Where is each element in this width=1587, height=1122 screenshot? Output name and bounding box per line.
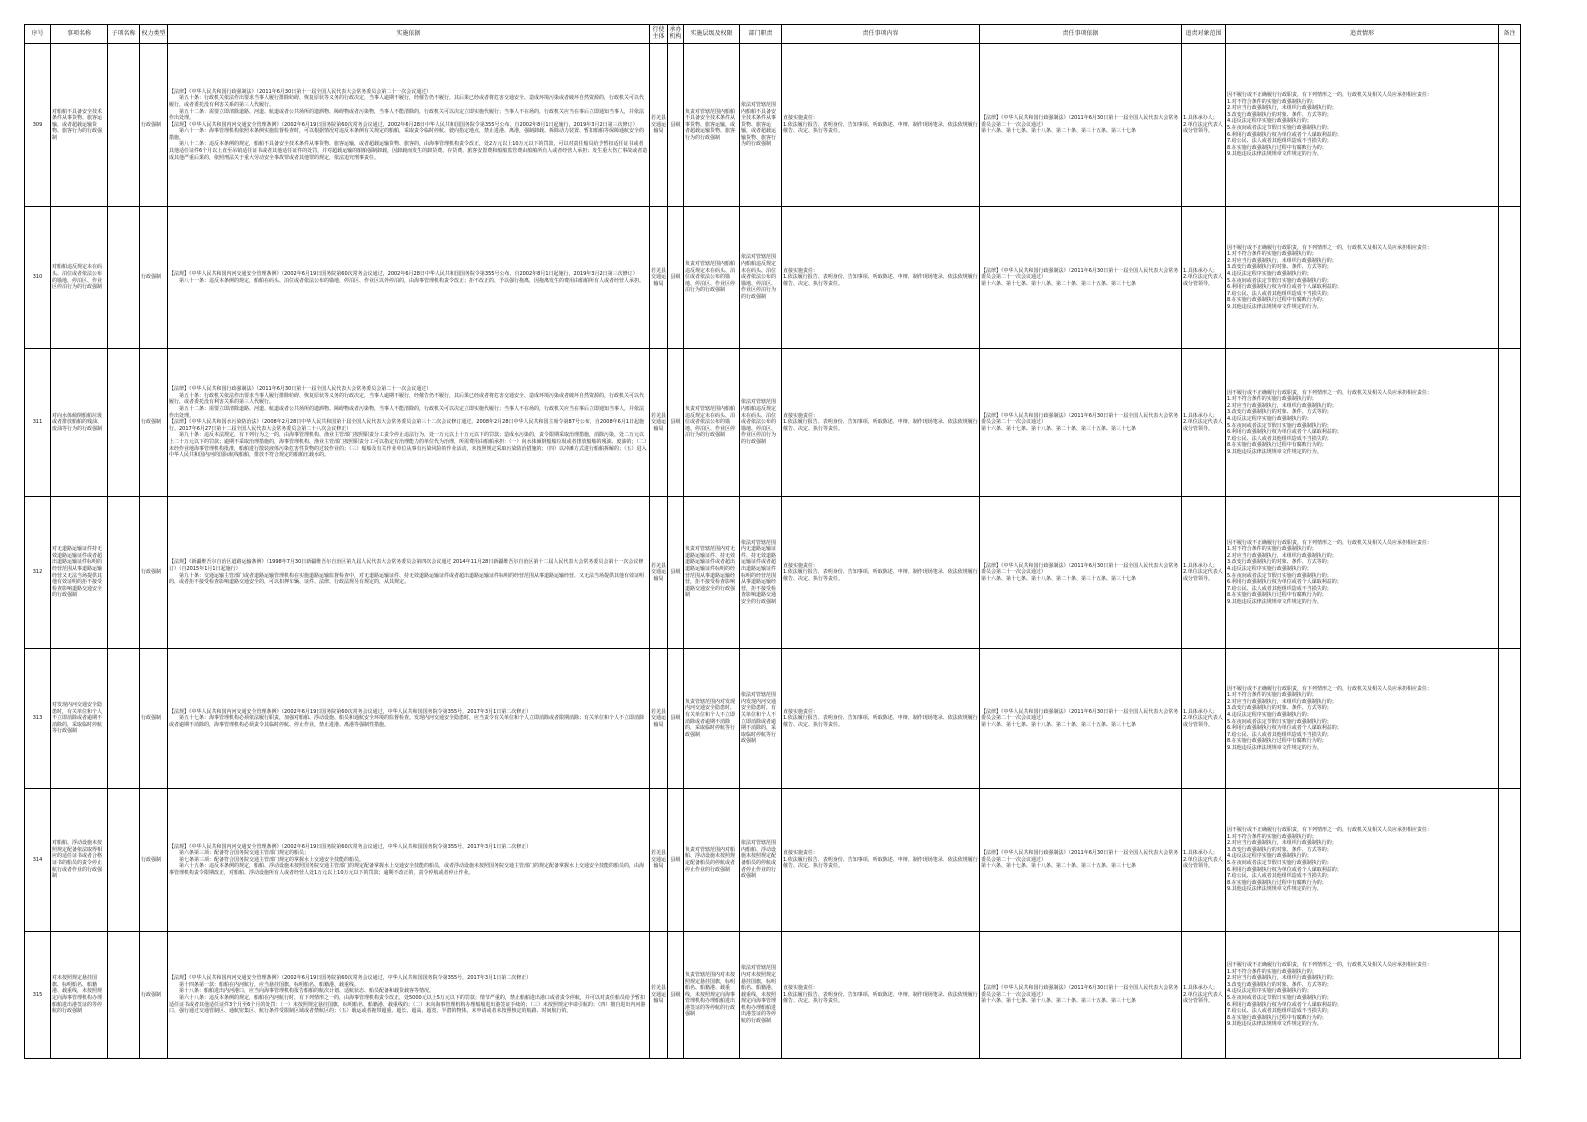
circumstance-line: 4.违反法定程序实施行政强制执行的； — [1227, 565, 1312, 572]
item-name-cell: 对无道路运输证件持无效道路运输证件或者超出道路运输证件标明的经营范围从事道路运输经营又无法当场提供其他有效证明的拒不接受检查影响道路交通安全的行政强制 — [51, 497, 108, 649]
level-cell: 负责对管辖范围内对无道路运输证件、持无效道路运输证件或者超出道路运输证件标明的经营范围从事道路运输经营，拒不接受检查影响道路交通安全的行政强制 — [684, 497, 740, 649]
circumstance-line: 7.给公民、法人或者其他组织造成不当损失的； — [1227, 138, 1332, 145]
circumstance-line: 8.在实施行政强制执行过程中有腐败行为的； — [1227, 297, 1327, 304]
circumstance-line: 8.在实施行政强制执行过程中有腐败行为的； — [1227, 879, 1327, 886]
basis-paragraph: 第八十一条：违反本条例的规定，船舶在码头、泊位或者依法公布的锚地、停泊区、作业区以外停泊的，由海事管理机构责令改正；拒不改正的，予以强行拖离，因拖离发生的费用由船舶所有人或者经营人承担。 — [179, 277, 645, 284]
circumstance-line: 3.改变行政强制执行的对象、条件、方式等的； — [1227, 264, 1332, 271]
circumstance-line: 8.在实施行政强制执行过程中有腐败行为的； — [1227, 738, 1327, 745]
table-row — [25, 649, 1521, 789]
resp-basis-cell — [980, 349, 1182, 497]
circumstance-line: 因不履行或不正确履行行政职责，有下列情形之一的，行政机关及相关人员应承担相应责任： — [1227, 244, 1433, 251]
resp-basis-line: 第十六条、第十七条、第十八条、第二十条、第三十五条、第三十七条 — [981, 863, 1137, 870]
resp-content-cell — [782, 207, 980, 349]
accountable-cell — [1182, 932, 1226, 1059]
resp-content-cell — [782, 349, 980, 497]
accountable-line: 1.具体承办人； — [1183, 850, 1218, 857]
basis-paragraph: 第九十条：交通运输主管部门或者道路运输管理机构在实施道路运输监督检查中，对无道路运输证件、持无效道路运输证件或者超出道路运输证件标明的经营范围从事道路运输经营，又无法当场提供其他有效证明的，或者拒不接受检查影响道路交通安全的，可以扣押车辆、证件、法律、行政法规另有规定的，从其规定。 — [169, 572, 645, 586]
undertaker-cell: 县级 — [668, 44, 684, 207]
circumstance-line: 4.违反法定程序实施行政强制执行的； — [1227, 853, 1312, 860]
accountable-line: 2.单位法定代表人或分管领导。 — [1183, 274, 1223, 287]
basis-paragraph: 第五十七条：海事管理机构必须依法履行职责，加强对船舶、浮动设施、船员和通航安全环境的监督检查。发现内河交通安全隐患时，应当责令有关单位和个人立即消除或者限期消除；有关单位和个人不立即消除或者逾期不消除的，海事管理机构必须责令其临时停航、停止作业，禁止进港、离港等强制性措施。 — [169, 715, 645, 728]
power-type-cell: 行政强制 — [140, 789, 168, 932]
power-type-cell: 行政强制 — [140, 932, 168, 1059]
resp-content-line: 直接实施责任： — [783, 985, 819, 992]
table-row — [25, 497, 1521, 649]
remark-cell — [1499, 207, 1521, 349]
resp-content-line: 直接实施责任： — [783, 708, 819, 715]
circumstance-line: 2.对应当行政强制执行，未组织行政强制执行的； — [1227, 840, 1337, 847]
level-cell: 负责对管辖范围内对船舶、浮动设施未按照规定配备船员的停航或者停止作业的行政强制 — [684, 789, 740, 932]
undertaker-cell: 县级 — [668, 649, 684, 789]
level-cell: 负责对管辖范围内船舶违反规定未在码头、泊位或者依法公布的锚地、停泊区、作业区停泊行为的行政强制 — [684, 207, 740, 349]
circumstance-line: 因不履行或不正确履行行政职责，有下列情形之一的，行政机关及相关人员应承担相应责任： — [1227, 827, 1433, 834]
subject-cell: 若羌县交通运输局 — [650, 207, 668, 349]
basis-cell — [168, 649, 650, 789]
resp-content-line: 1.依法履行报告、表明身份、告知事项、听取陈述、申辩、制作现场笔录、依法依规履行催告、决定、执行等责任。 — [783, 121, 978, 135]
circumstance-line: 5.在夜间或者法定节假日实施行政强制执行的； — [1227, 125, 1332, 131]
basis-cell — [168, 349, 650, 497]
sub-item-cell — [108, 649, 140, 789]
resp-basis-line: 第十六条、第十七条、第十八条、第二十条、第三十五条、第三十七条 — [981, 425, 1137, 432]
basis-paragraph: 【法规】《中华人民共和国内河交通安全管理条例》（2002年6月19日国务院第60次常务会议通过，2002年6月28日中华人民共和国国务院令第355号公布，自2002年8月1日起施行，2019年3月2日第三次修订） — [169, 270, 638, 277]
remark-cell — [1499, 932, 1521, 1059]
subject-cell: 若羌县交通运输局 — [650, 497, 668, 649]
resp-basis-line: 【法律】《中华人民共和国行政强制法》（2011年6月30日第十一届全国人民代表大会常务委员会第二十一次会议通过） — [981, 267, 1179, 281]
seq-cell: 311 — [25, 349, 51, 497]
resp-content-line: 1.依法履行报告、表明身份、告知事项、听取陈述、申辩、制作现场笔录、依法依规履行催告、决定、执行等责任。 — [783, 991, 978, 1005]
undertaker-cell: 县级 — [668, 207, 684, 349]
item-name-cell: 对未按照规定悬挂国旗、标明船名、船籍港、载重线，未按照规定向海事管理机构办理船舶进出港签证的等停航的行政强制 — [51, 932, 108, 1059]
resp-basis-line: 第十六条、第十七条、第十八条、第二十条、第三十五条、第三十七条 — [981, 721, 1137, 728]
header-level: 实施层级及权限 — [684, 25, 740, 44]
circumstance-line: 5.在夜间或者法定节假日实施行政强制执行的； — [1227, 572, 1332, 579]
basis-paragraph: 【法律】《中华人民共和国水污染防治法》（2008年2月28日中华人民共和国第十届全国人民代表大会常务委员会第三十二次会议修订通过，2008年2月28日中华人民共和国主席令第87号公布，自2008年6月1日起施行。2017年6月27日第十二届全国人民代表大会常务委员会第二十八次会议修正） — [169, 419, 644, 432]
item-name-cell: 对船舶违反规定未在码头、泊位或者依法公布的锚地、停泊区、作业区停泊行为的行政强制 — [51, 207, 108, 349]
circumstance-line: 1.对不符合条件的实施行政强制执行的； — [1227, 692, 1317, 699]
resp-basis-line: 【法律】《中华人民共和国行政强制法》（2011年6月30日第十一届全国人民代表大会常务委员会第二十一次会议通过） — [981, 985, 1179, 998]
accountable-line: 1.具体承办人； — [1183, 562, 1218, 569]
resp-content-cell — [782, 789, 980, 932]
power-type-cell: 行政强制 — [140, 207, 168, 349]
level-cell: 负责对管辖范围内船舶不具备安全技术条件从事货物、旅客运输，或者超载运输货物、旅客行为的行政强制 — [684, 44, 740, 207]
accountable-cell — [1182, 649, 1226, 789]
resp-content-cell — [782, 649, 980, 789]
level-cell: 负责对管辖范围内船舶违反规定未在码头、泊位或者依法公布的锚地、停泊区、作业区停泊行为的行政强制 — [684, 349, 740, 497]
accountable-cell — [1182, 349, 1226, 497]
resp-basis-cell — [980, 649, 1182, 789]
resp-basis-line: 第十六条、第十七条、第十八条、第二十条、第三十五条、第三十七条 — [981, 575, 1137, 582]
header-accountable: 追责对象范围 — [1182, 25, 1226, 44]
remark-cell — [1499, 789, 1521, 932]
basis-paragraph: 【法规】《中华人民共和国内河交通安全管理条例》（2002年6月19日国务院第60次常务会议通过，中华人民共和国国务院令第355号，2017年3月1日第二次修正） — [169, 843, 532, 850]
resp-content-cell — [782, 497, 980, 649]
seq-cell: 309 — [25, 44, 51, 207]
circumstance-line: 9.其他违反法律法规规章文件规定的行为。 — [1227, 303, 1322, 310]
resp-basis-cell — [980, 932, 1182, 1059]
circumstance-line: 9.其他违反法律法规规章文件规定的行为。 — [1227, 744, 1322, 751]
sub-item-cell — [108, 349, 140, 497]
circumstance-line: 因不履行或不正确履行行政职责，有下列情形之一的，行政机关及相关人员应承担相应责任： — [1227, 92, 1433, 99]
table-row — [25, 44, 1521, 207]
circumstance-line: 8.在实施行政强制执行过程中有腐败行为的； — [1227, 592, 1327, 599]
circumstance-line: 2.对应当行政强制执行，未组织行政强制执行的； — [1227, 975, 1337, 982]
resp-basis-cell — [980, 44, 1182, 207]
subject-cell: 若羌县交通运输局 — [650, 789, 668, 932]
basis-paragraph: 第六条第三项：配备符合国务院交通主管部门规定的船员； — [179, 850, 310, 857]
resp-content-line: 直接实施责任： — [783, 562, 819, 569]
basis-cell — [168, 932, 650, 1059]
resp-content-line: 1.依法履行报告、表明身份、告知事项、听取陈述、申辩、制作现场笔录、依法依规履行催告、决定、执行等责任。 — [783, 715, 978, 728]
basis-paragraph: 【法律】《中华人民共和国行政强制法》（2011年6月30日第十一届全国人民代表大会常务委员会第二十一次会议通过） — [169, 88, 432, 95]
item-name-cell: 对船舶、浮动设施未按照规定配备依法取得相应的适任证书或者合格证书的船员的责令停止航行或者作业的行政强制 — [51, 789, 108, 932]
power-type-cell: 行政强制 — [140, 44, 168, 207]
dept-duty-cell: 依法对管辖范围内无道路运输证件、持无效道路运输证件或者超出道路运输证件标明的经营范围从事道路运输经营，拒不接受检查影响道路交通安全的行政强制 — [740, 497, 782, 649]
circumstance-line: 7.给公民、法人或者其他组织造成不当损失的； — [1227, 1008, 1332, 1015]
circumstance-line: 6.利用行政强制执行权为单位或者个人谋取利益的； — [1227, 131, 1342, 138]
accountable-line: 2.单位法定代表人或分管领导。 — [1183, 121, 1223, 135]
circumstance-line: 6.利用行政强制执行权为单位或者个人谋取利益的； — [1227, 429, 1342, 436]
circumstance-line: 5.在夜间或者法定节假日实施行政强制执行的； — [1227, 860, 1332, 866]
basis-paragraph: 第十四条第一款：船舶在内河航行，应当悬挂国旗，标明船名、船籍港、载重线。 — [179, 981, 360, 988]
power-type-cell: 行政强制 — [140, 497, 168, 649]
accountable-line: 2.单位法定代表人或分管领导。 — [1183, 569, 1223, 582]
header-sub-item: 子项名称 — [108, 25, 140, 44]
accountable-line: 2.单位法定代表人或分管领导。 — [1183, 856, 1223, 870]
remark-cell — [1499, 497, 1521, 649]
basis-paragraph: 第五十二条：需要立即清除道路、河道、航道或者公共场所的遗洒物、障碍物或者污染物，当事人不能清除的，行政机关可以决定立即实施代履行；当事人不在场的，行政机关应当在事后立即通知当事人，并依法作出处理。 — [169, 108, 645, 122]
basis-paragraph: 第六十八条：违反本条例的规定，船舶在内河航行时，有下列情形之一的，由海事管理机构责令改正，处5000元以上5万元以下的罚款；情节严重的，禁止船舶进出港口或者责令停航，并可以对责任船员给予暂扣适任证书或者其他适任证件3个月至6个月的处罚：（一）未按照规定悬挂国旗，标明船名、船籍港、载重线的；（二）未向海事管理机构办理船舶进出港签证手续的；（三）未按照规定申请引航的；（四）擅自进出内河港口，强行通过交通管制区、通航密集区、航行条件受限制区域或者禁航区的；（五）载运或者拖带超重、超长、超高、超宽、半潜的物体，未申请或者未按照核定的航路、时间航行的。 — [169, 995, 646, 1015]
basis-paragraph: 第六十五条：违反本条例的规定，船舶、浮动设施未按照国务院交通主管部门的规定配备掌握水上交通安全技能的船员，或者浮动设施未按照国务院交通主管部门的规定配备掌握水上交通安全技能的船员的，由海事管理机构责令限期改正，对船舶、浮动设施所有人或者经营人处1万元以上10万元以下的罚款；逾期不改正的，责令停航或者停止作业。 — [169, 863, 645, 876]
resp-basis-cell — [980, 497, 1182, 649]
circumstance-line: 7.给公民、法人或者其他组织造成不当损失的； — [1227, 873, 1332, 880]
circumstance-line: 2.对应当行政强制执行，未组织行政强制执行的； — [1227, 552, 1337, 559]
seq-cell: 312 — [25, 497, 51, 649]
circumstance-line: 1.对不符合条件的实施行政强制执行的； — [1227, 968, 1317, 975]
circumstance-line: 9.其他违反法律法规规章文件规定的行为。 — [1227, 886, 1322, 893]
header-power-type: 权力类型 — [140, 25, 168, 44]
item-name-cell: 对船舶不具备安全技术条件从事货物、旅客运输，或者超载运输货物、旅客行为的行政强制 — [51, 44, 108, 207]
circumstance-line: 3.改变行政强制执行的对象、条件、方式等的； — [1227, 846, 1332, 853]
resp-content-line: 直接实施责任： — [783, 267, 819, 274]
circumstance-line: 4.违反法定程序实施行政强制执行的； — [1227, 270, 1312, 277]
basis-paragraph: 第五十条：行政机关依法作出要求当事人履行排除妨碍、恢复原状等义务的行政决定，当事人逾期不履行，经催告仍不履行，其后果已经或者将危害交通安全、造成环境污染或者破坏自然资源的，行政机关可以代履行，或者委托没有利害关系的第三人代履行。 — [169, 392, 645, 406]
circumstance-line: 因不履行或不正确履行行政职责，有下列情形之一的，行政机关及相关人员应承担相应责任： — [1227, 685, 1433, 692]
table-row — [25, 207, 1521, 349]
circumstance-line: 1.对不符合条件的实施行政强制执行的； — [1227, 546, 1317, 553]
basis-paragraph: 【法律】《中华人民共和国行政强制法》（2011年6月30日第十一届全国人民代表大会常务委员会第二十一次会议通过） — [169, 386, 432, 393]
circumstance-line: 7.给公民、法人或者其他组织造成不当损失的； — [1227, 585, 1332, 592]
header-dept-duty: 部门职责 — [740, 25, 782, 44]
circumstance-line: 2.对应当行政强制执行，未组织行政强制执行的； — [1227, 257, 1337, 264]
circumstance-line: 1.对不符合条件的实施行政强制执行的； — [1227, 251, 1317, 258]
basis-paragraph: 第九十条：违反本法规定，有下列行为之一的，由海事管理机构、渔业主管部门按照职责分工责令停止违法行为，处一万元以上十万元以下的罚款；造成水污染的，责令限期采取治理措施，消除污染，处二万元以上二十万元以下的罚款；逾期不采取治理措施的，海事管理机构、渔业主管部门按照职责分工可以指定有治理能力的单位代为治理，所需费用由船舶承担：（一）向水体倾倒船舶垃圾或者排放船舶的残油、废油的；（二）未经作业地海事管理机构批准，船舶进行散装液体污染危害性货物的过驳作业的；（三）船舶及有关作业单位从事有污染风险的作业活动，未按照规定采取污染防治措施的；（四）以冲滩方式进行船舶拆解的；（五）进入中华人民共和国内河的国际航线船舶，排放不符合规定的船舶压载水的。 — [169, 432, 647, 459]
circumstances-cell — [1226, 497, 1499, 649]
circumstance-line: 5.在夜间或者法定节假日实施行政强制执行的； — [1227, 422, 1332, 429]
undertaker-cell: 县级 — [668, 789, 684, 932]
power-type-cell: 行政强制 — [140, 349, 168, 497]
sub-item-cell — [108, 497, 140, 649]
level-cell: 负责管辖范围内对发现内河交通安全隐患时，有关单位和个人不立即消除或者逾期不消除的，采取临时停航等行政强制 — [684, 649, 740, 789]
circumstance-line: 4.违反法定程序实施行政强制执行的； — [1227, 415, 1312, 422]
resp-content-line: 1.依法履行报告、表明身份、告知事项、听取陈述、申辩、制作现场笔录、依法依规履行催告、决定、执行等责任。 — [783, 856, 978, 870]
subject-cell: 若羌县交通运输局 — [650, 349, 668, 497]
circumstance-line: 3.改变行政强制执行的对象、条件、方式等的； — [1227, 559, 1332, 566]
dept-duty-cell: 依法对管辖范围内船舶违反规定未在码头、泊位或者依法公布的锚地、停泊区、作业区停泊行为的行政强制 — [740, 207, 782, 349]
accountable-line: 1.具体承办人； — [1183, 267, 1218, 274]
resp-basis-line: 【法律】《中华人民共和国行政强制法》（2011年6月30日第十一届全国人民代表大会常务委员会第二十一次会议通过） — [981, 562, 1179, 576]
circumstance-line: 3.改变行政强制执行的对象、条件、方式等的； — [1227, 981, 1332, 988]
remark-cell — [1499, 649, 1521, 789]
seq-cell: 313 — [25, 649, 51, 789]
circumstance-line: 8.在实施行政强制执行过程中有腐败行为的； — [1227, 442, 1327, 449]
sub-item-cell — [108, 44, 140, 207]
accountable-line: 1.具体承办人； — [1183, 985, 1218, 992]
circumstance-line: 4.违反法定程序实施行政强制执行的； — [1227, 988, 1312, 995]
resp-content-line: 1.依法履行报告、表明身份、告知事项、听取陈述、申辩、制作现场笔录、依法依规履行催告、决定、执行等责任。 — [783, 274, 978, 287]
accountable-cell — [1182, 789, 1226, 932]
resp-content-cell — [782, 932, 980, 1059]
responsibility-table — [24, 24, 1521, 1059]
circumstance-line: 3.改变行政强制执行的对象、条件、方式等的； — [1227, 111, 1332, 118]
circumstance-line: 9.其他违反法律法规规章文件规定的行为。 — [1227, 448, 1322, 455]
level-cell: 负责管辖范围内对未按照规定悬挂国旗，标明船名、船籍港、载重线，未按照规定向海事管理机构办理船舶进出港签证的等停航的行政强制 — [684, 932, 740, 1059]
circumstance-line: 8.在实施行政强制执行过程中有腐败行为的； — [1227, 1014, 1327, 1021]
circumstance-line: 5.在夜间或者法定节假日实施行政强制执行的； — [1227, 277, 1332, 284]
item-name-cell: 对向水体倾倒船舶垃圾或者排放船舶的残油、废油等行为的行政强制 — [51, 349, 108, 497]
circumstances-cell — [1226, 207, 1499, 349]
resp-content-cell — [782, 44, 980, 207]
basis-paragraph: 第十八条：船舶进出内河港口，应当向海事管理机构报告船舶的航次计划、适航状态、船员配备和载货载客等情况。 — [179, 988, 435, 995]
circumstance-line: 1.对不符合条件的实施行政强制执行的； — [1227, 396, 1317, 403]
circumstance-line: 5.在夜间或者法定节假日实施行政强制执行的； — [1227, 718, 1332, 725]
table-row — [25, 932, 1521, 1059]
circumstance-line: 2.对应当行政强制执行，未组织行政强制执行的； — [1227, 105, 1337, 112]
resp-basis-cell — [980, 207, 1182, 349]
circumstance-line: 6.利用行政强制执行权为单位或者个人谋取利益的； — [1227, 1001, 1342, 1008]
circumstance-line: 8.在实施行政强制执行过程中有腐败行为的； — [1227, 144, 1327, 151]
circumstance-line: 2.对应当行政强制执行，未组织行政强制执行的； — [1227, 698, 1337, 705]
circumstance-line: 2.对应当行政强制执行，未组织行政强制执行的； — [1227, 402, 1337, 409]
dept-duty-cell: 依法对管辖范围内船舶违反规定未在码头、泊位或者依法公布的锚地、停泊区、作业区停泊行为的行政强制 — [740, 349, 782, 497]
resp-basis-line: 【法律】《中华人民共和国行政强制法》（2011年6月30日第十一届全国人民代表大会常务委员会第二十一次会议通过） — [981, 115, 1179, 128]
basis-paragraph: 第七条第三项：配备符合国务院交通主管部门规定的掌握水上交通安全技能的船员。 — [179, 856, 365, 863]
dept-duty-cell: 依法对管辖范围内对未按照规定悬挂国旗，标明船名、船籍港、载重线，未按照规定向海事管理机构办理船舶进出港签证的等停航的行政强制 — [740, 932, 782, 1059]
basis-cell — [168, 789, 650, 932]
circumstance-line: 6.利用行政强制执行权为单位或者个人谋取利益的； — [1227, 284, 1342, 291]
basis-cell — [168, 497, 650, 649]
circumstances-cell — [1226, 932, 1499, 1059]
circumstance-line: 1.对不符合条件的实施行政强制执行的； — [1227, 98, 1317, 105]
accountable-line: 2.单位法定代表人或分管领导。 — [1183, 715, 1223, 728]
resp-content-line: 直接实施责任： — [783, 115, 819, 122]
circumstance-line: 9.其他违反法律法规规章文件规定的行为。 — [1227, 1021, 1322, 1028]
undertaker-cell: 县级 — [668, 932, 684, 1059]
basis-paragraph: 【法规】《中华人民共和国内河交通安全管理条例》（2002年6月19日国务院第60次常务会议通过，2002年6月28日中华人民共和国国务院令第355号公布，自2002年8月1日起施行，2019年3月2日第三次修订） — [169, 121, 638, 128]
sub-item-cell — [108, 789, 140, 932]
remark-cell — [1499, 44, 1521, 207]
circumstances-cell — [1226, 44, 1499, 207]
circumstance-line: 因不履行或不正确履行行政职责，有下列情形之一的，行政机关及相关人员应承担相应责任： — [1227, 962, 1433, 969]
circumstance-line: 3.改变行政强制执行的对象、条件、方式等的； — [1227, 705, 1332, 712]
header-item-name: 事项名称 — [51, 25, 108, 44]
resp-content-line: 1.依法履行报告、表明身份、告知事项、听取陈述、申辩、制作现场笔录、依法依规履行催告、决定、执行等责任。 — [783, 419, 978, 432]
accountable-line: 1.具体承办人； — [1183, 412, 1218, 419]
basis-cell — [168, 44, 650, 207]
basis-paragraph: 【法规】《新疆维吾尔自治区道路运输条例》（1998年7月30日新疆维吾尔自治区第九届人民代表大会常务委员会第四次会议通过 2014年11月28日新疆维吾尔自治区第十二届人民代表大会常务委员会第十一次会议修订）（自2015年1月1日起施行） — [169, 559, 644, 572]
subject-cell: 若羌县交通运输局 — [650, 932, 668, 1059]
circumstances-cell — [1226, 649, 1499, 789]
resp-content-line: 直接实施责任： — [783, 850, 819, 857]
accountable-cell — [1182, 44, 1226, 207]
circumstance-line: 6.利用行政强制执行权为单位或者个人谋取利益的； — [1227, 579, 1342, 586]
accountable-cell — [1182, 497, 1226, 649]
seq-cell: 315 — [25, 932, 51, 1059]
basis-paragraph: 第五十二条：需要立即清除道路、河道、航道或者公共场所的遗洒物、障碍物或者污染物，当事人不能清除的，行政机关可以决定立即实施代履行；当事人不在场的，行政机关应当在事后立即通知当事人，并依法作出处理。 — [169, 406, 645, 419]
sub-item-cell — [108, 932, 140, 1059]
header-subject: 行使主体 — [650, 25, 668, 44]
circumstance-line: 7.给公民、法人或者其他组织造成不当损失的； — [1227, 435, 1332, 442]
circumstance-line: 4.违反法定程序实施行政强制执行的； — [1227, 711, 1312, 718]
circumstance-line: 因不履行或不正确履行行政职责，有下列情形之一的，行政机关及相关人员应承担相应责任： — [1227, 389, 1433, 396]
subject-cell: 若羌县交通运输局 — [650, 44, 668, 207]
undertaker-cell: 县级 — [668, 497, 684, 649]
header-row — [25, 25, 1521, 44]
dept-duty-cell: 依法对管辖范围内船舶不具备安全技术条件从事货物、旅客运输，或者超载运输货物、旅客行为的行政强制 — [740, 44, 782, 207]
resp-basis-line: 第十六条、第十七条、第十八条、第二十条、第三十五条、第三十七条 — [981, 280, 1137, 287]
resp-basis-cell — [980, 789, 1182, 932]
header-resp-content: 责任事项内容 — [782, 25, 980, 44]
circumstance-line: 7.给公民、法人或者其他组织造成不当损失的； — [1227, 290, 1332, 297]
accountable-line: 2.单位法定代表人或分管领导。 — [1183, 419, 1223, 432]
resp-basis-line: 【法律】《中华人民共和国行政强制法》（2011年6月30日第十一届全国人民代表大会常务委员会第二十一次会议通过） — [981, 412, 1179, 426]
header-remark: 备注 — [1499, 25, 1521, 44]
resp-basis-line: 【法律】《中华人民共和国行政强制法》（2011年6月30日第十一届全国人民代表大会常务委员会第二十一次会议通过） — [981, 708, 1179, 722]
circumstance-line: 7.给公民、法人或者其他组织造成不当损失的； — [1227, 731, 1332, 738]
circumstance-line: 9.其他违反法律法规规章文件规定的行为。 — [1227, 598, 1322, 605]
basis-paragraph: 【法规】《中华人民共和国内河交通安全管理条例》（2002年6月19日国务院第60次常务会议通过，中华人民共和国国务院令第355号，2017年3月1日第二次修正） — [169, 975, 532, 982]
header-seq: 序号 — [25, 25, 51, 44]
table-row — [25, 789, 1521, 932]
accountable-cell — [1182, 207, 1226, 349]
undertaker-cell: 县级 — [668, 349, 684, 497]
header-basis: 实施依据 — [168, 25, 650, 44]
circumstance-line: 1.对不符合条件的实施行政强制执行的； — [1227, 833, 1317, 840]
accountable-line: 1.具体承办人； — [1183, 708, 1218, 715]
dept-duty-cell: 依法对管辖范围内船舶、浮动设施未按照规定配备船员的停航或者停止作业的行政强制 — [740, 789, 782, 932]
basis-paragraph: 第六十一条：海事管理机构依照本条例实施监督检查时，可以根据情况对违反本条例有关规定的船舶，采取责令临时停航、驶向指定地点，禁止进港、离港，强制卸载、拆除动力装置、暂扣船舶等保障通航安全的措施。 — [169, 128, 645, 141]
sub-item-cell — [108, 207, 140, 349]
seq-cell: 314 — [25, 789, 51, 932]
header-resp-basis: 责任事项依据 — [980, 25, 1182, 44]
accountable-line: 2.单位法定代表人或分管领导。 — [1183, 991, 1223, 1005]
circumstances-cell — [1226, 349, 1499, 497]
circumstance-line: 6.利用行政强制执行权为单位或者个人谋取利益的； — [1227, 725, 1342, 732]
basis-cell — [168, 207, 650, 349]
circumstance-line: 6.利用行政强制执行权为单位或者个人谋取利益的； — [1227, 866, 1342, 873]
circumstance-line: 5.在夜间或者法定节假日实施行政强制执行的； — [1227, 995, 1332, 1001]
seq-cell: 310 — [25, 207, 51, 349]
basis-paragraph: 第八十二条：违反本条例的规定，船舶不具备安全技术条件从事货物、旅客运输，或者超载运输货物、旅客的，由海事管理机构责令改正，处2万元以上10万元以下的罚款，可以对责任船员给予暂扣适任证书或者其他适任证件6个月以上直至吊销适任证书或者其他适任证件的处罚，并对超载运输的船舶强制卸载，因卸载而发生的卸货费、存货费、旅客安置费和船舶监管费由船舶所有人或者经营人承担；发生重大伤亡事故或者造成其他严重后果的，依照刑法关于重大劳动安全事故罪或者其他罪的规定，依法追究刑事责任。 — [169, 141, 648, 161]
basis-paragraph: 第五十条：行政机关依法作出要求当事人履行排除妨碍、恢复原状等义务的行政决定，当事人逾期不履行，经催告仍不履行，其后果已经或者将危害交通安全、造成环境污染或者破坏自然资源的，行政机关可以代履行，或者委托没有利害关系的第三人代履行。 — [169, 95, 645, 108]
resp-content-line: 直接实施责任： — [783, 412, 819, 419]
circumstance-line: 4.违反法定程序实施行政强制执行的； — [1227, 118, 1312, 125]
item-name-cell: 对发现内河交通安全隐患时，有关单位和个人不立即消除或者逾期不消除的，采取临时停航等行政强制 — [51, 649, 108, 789]
header-circumstances: 追责情形 — [1226, 25, 1499, 44]
circumstance-line: 9.其他违反法律法规规章文件规定的行为。 — [1227, 151, 1322, 158]
resp-basis-line: 第十六条、第十七条、第十八条、第二十条、第三十五条、第三十七条 — [981, 998, 1137, 1005]
subject-cell: 若羌县交通运输局 — [650, 649, 668, 789]
resp-content-line: 1.依法履行报告、表明身份、告知事项、听取陈述、申辩、制作现场笔录、依法依规履行催告、决定、执行等责任。 — [783, 569, 978, 582]
circumstance-line: 因不履行或不正确履行行政职责，有下列情形之一的，行政机关及相关人员应承担相应责任： — [1227, 539, 1433, 546]
resp-basis-line: 【法律】《中华人民共和国行政强制法》（2011年6月30日第十一届全国人民代表大会常务委员会第二十一次会议通过） — [981, 850, 1179, 863]
circumstance-line: 3.改变行政强制执行的对象、条件、方式等的； — [1227, 409, 1332, 416]
resp-basis-line: 第十六条、第十七条、第十八条、第二十条、第三十五条、第三十七条 — [981, 128, 1137, 135]
circumstances-cell — [1226, 789, 1499, 932]
remark-cell — [1499, 349, 1521, 497]
basis-paragraph: 【法规】《中华人民共和国内河交通安全管理条例》（2002年6月19日国务院第60次常务会议通过，中华人民共和国国务院令第355号，2017年3月1日第二次修正） — [169, 708, 532, 715]
power-type-cell: 行政强制 — [140, 649, 168, 789]
dept-duty-cell: 依法对管辖范围内发现内河交通安全隐患时，有关单位和个人不立即消除或者逾期不消除的，采取临时停航等行政强制 — [740, 649, 782, 789]
table-row — [25, 349, 1521, 497]
header-undertaker: 承办机构 — [668, 25, 684, 44]
accountable-line: 1.具体承办人； — [1183, 115, 1218, 122]
